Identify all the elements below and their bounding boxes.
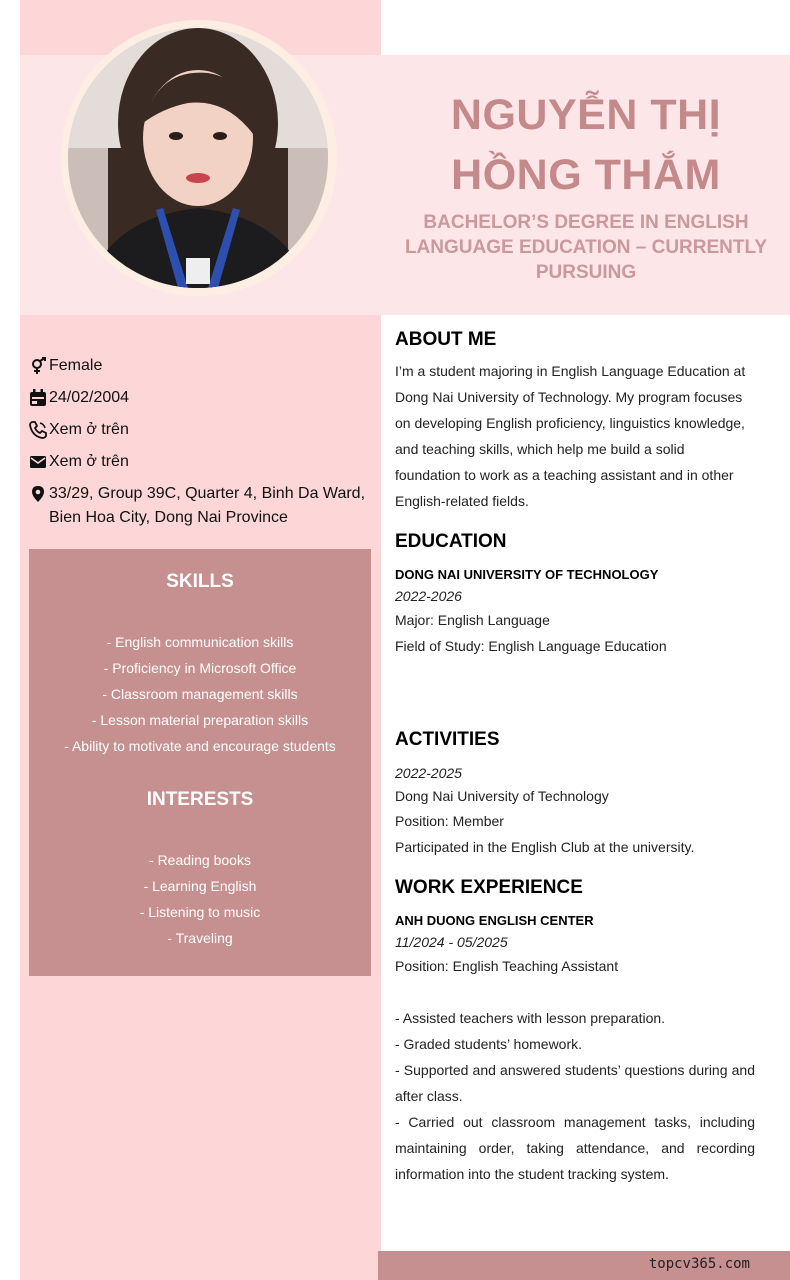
contact-info: [29, 354, 374, 538]
footer-bar: [378, 1251, 790, 1280]
about-section: [395, 329, 755, 514]
calendar-icon: [29, 386, 49, 410]
name-line-2: HỒNG THẮM: [451, 151, 721, 199]
dob-text: 24/02/2004: [49, 389, 130, 406]
interests-list: [29, 847, 371, 951]
interest-item: - Listening to music: [139, 904, 261, 920]
interest-item: - Traveling: [167, 930, 233, 946]
work-duty: - Carried out classroom management tasks, including maintaining order, taking attendance, and recording information into the student tracking system.: [395, 1114, 755, 1182]
interest-item: - Reading books: [149, 852, 251, 868]
contact-email: [29, 450, 374, 474]
skill-item: - Proficiency in Microsoft Office: [103, 660, 297, 676]
activities-section: [395, 729, 755, 860]
skills-interests-box: [29, 549, 371, 976]
contact-dob: [29, 386, 374, 410]
work-position: Position: English Teaching Assistant: [395, 958, 619, 974]
contact-gender: [29, 354, 374, 378]
skill-item: - Lesson material preparation skills: [91, 712, 309, 728]
work-section: [395, 877, 755, 1187]
work-period: 11/2024 - 05/2025: [395, 934, 508, 950]
gender-text: Female: [49, 357, 103, 374]
address-text: 33/29, Group 39C, Quarter 4, Binh Da Ward, Bien Hoa City, Dong Nai Province: [49, 485, 366, 526]
education-major: Major: English Language: [395, 612, 550, 628]
activities-period: 2022-2025: [395, 765, 462, 781]
education-period: 2022-2026: [395, 588, 462, 604]
email-text: Xem ở trên: [49, 453, 129, 470]
watermark-text: topcv365.com: [648, 1256, 750, 1272]
phone-icon: [29, 418, 49, 442]
skill-item: - Ability to motivate and encourage students: [64, 738, 336, 754]
skill-item: - Classroom management skills: [102, 686, 298, 702]
activities-heading: ACTIVITIES: [395, 729, 500, 750]
work-company: ANH DUONG ENGLISH CENTER: [395, 913, 594, 928]
profile-photo: [68, 28, 328, 288]
phone-text: Xem ở trên: [49, 421, 129, 438]
activities-position: Position: Member: [395, 813, 504, 829]
activities-org: Dong Nai University of Technology: [395, 788, 609, 804]
education-school: DONG NAI UNIVERSITY OF TECHNOLOGY: [395, 567, 659, 582]
contact-address: [29, 482, 374, 530]
work-duty: - Graded students’ homework.: [395, 1036, 583, 1052]
work-duty: - Supported and answered students’ questions during and after class.: [395, 1062, 755, 1104]
education-heading: EDUCATION: [395, 531, 507, 552]
work-spacer: [395, 979, 755, 1005]
candidate-name: [400, 85, 772, 205]
main-content: [395, 329, 755, 1187]
interest-item: - Learning English: [143, 878, 257, 894]
activities-desc: Participated in the English Club at the university.: [395, 839, 695, 855]
candidate-title: BACHELOR’S DEGREE IN ENGLISH LANGUAGE EDUCATION – CURRENTLY PURSUING: [404, 212, 768, 283]
education-field: Field of Study: English Language Education: [395, 638, 667, 654]
envelope-icon: [29, 450, 49, 474]
skills-heading: SKILLS: [166, 571, 234, 592]
work-heading: WORK EXPERIENCE: [395, 877, 583, 898]
interests-heading: INTERESTS: [146, 789, 254, 810]
work-duty: - Assisted teachers with lesson preparation.: [395, 1010, 666, 1026]
contact-phone: [29, 418, 374, 442]
skills-list: [29, 629, 371, 759]
map-pin-icon: [29, 482, 49, 506]
skill-item: - English communication skills: [106, 634, 294, 650]
about-heading: ABOUT ME: [395, 329, 497, 350]
gender-icon: [29, 354, 49, 378]
name-line-1: NGUYỄN THỊ: [450, 91, 722, 139]
about-text: I’m a student majoring in English Language Education at Dong Nai University of Technology. My program focuses on developing English proficiency, linguistics knowledge, and teaching skills, which help me build a solid foundation to work as a teaching assistant and in other English-related fields.: [395, 363, 746, 509]
education-section: [395, 531, 755, 659]
